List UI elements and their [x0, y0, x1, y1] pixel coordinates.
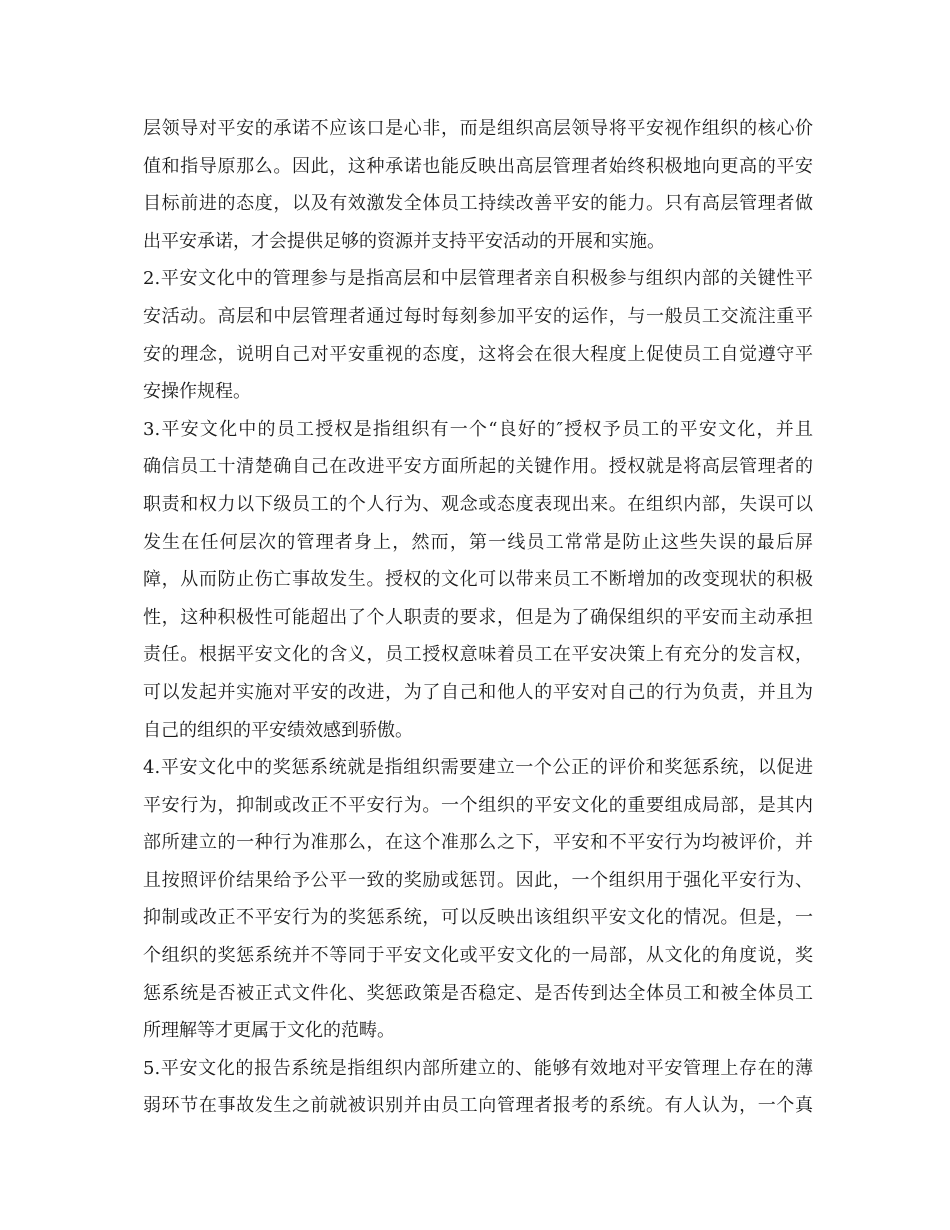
text-line: 惩系统是否被正式文件化、奖惩政策是否稳定、是否传到达全体员工和被全体员工	[143, 982, 813, 1004]
text-line: 责任。根据平安文化的含义，员工授权意味着员工在平安决策上有充分的发言权，	[143, 644, 813, 666]
text-line: 职责和权力以下级员工的个人行为、观念或态度表现出来。在组织内部，失误可以	[143, 493, 813, 515]
text-line: 个组织的奖惩系统并不等同于平安文化或平安文化的一局部，从文化的角度说，奖	[143, 945, 813, 967]
text-line: 抑制或改正不平安行为的奖惩系统，可以反映出该组织平安文化的情况。但是，一	[143, 907, 813, 929]
text-line: 安活动。高层和中层管理者通过每时每刻参加平安的运作，与一般员工交流注重平	[143, 305, 813, 327]
text-line: 3.平安文化中的员工授权是指组织有一个“良好的″授权予员工的平安文化，并且	[143, 418, 813, 440]
text-line: 自己的组织的平安绩效感到骄傲。	[143, 719, 413, 741]
text-line: 弱环节在事故发生之前就被识别并由员工向管理者报考的系统。有人认为，一个真	[143, 1095, 813, 1117]
text-line: 目标前进的态度，以及有效激发全体员工持续改善平安的能力。只有高层管理者做	[143, 193, 813, 215]
document-body	[143, 110, 813, 1125]
text-line: 发生在任何层次的管理者身上，然而，第一线员工常常是防止这些失误的最后屏	[143, 531, 813, 553]
text-line: 可以发起并实施对平安的改进，为了自己和他人的平安对自己的行为负责，并且为	[143, 681, 813, 703]
text-line: 所理解等才更属于文化的范畴。	[143, 1020, 395, 1042]
text-line: 性，这种积极性可能超出了个人职责的要求，但是为了确保组织的平安而主动承担	[143, 606, 813, 628]
text-line: 4.平安文化中的奖惩系统就是指组织需要建立一个公正的评价和奖惩系统，以促进	[143, 757, 813, 779]
text-line: 层领导对平安的承诺不应该口是心非，而是组织高层领导将平安视作组织的核心价	[143, 118, 813, 139]
text-line: 出平安承诺，才会提供足够的资源并支持平安活动的开展和实施。	[143, 230, 665, 252]
text-line: 部所建立的一种行为准那么，在这个准那么之下，平安和不平安行为均被评价，并	[143, 832, 813, 854]
text-line: 2.平安文化中的管理参与是指高层和中层管理者亲自积极参与组织内部的关键性平	[143, 268, 813, 290]
text-line: 障，从而防止伤亡事故发生。授权的文化可以带来员工不断增加的改变现状的积极	[143, 569, 813, 591]
text-line: 且按照评价结果给予公平一致的奖励或惩罚。因此，一个组织用于强化平安行为、	[143, 869, 813, 891]
text-line: 安操作规程。	[143, 381, 251, 403]
text-line: 5.平安文化的报告系统是指组织内部所建立的、能够有效地对平安管理上存在的薄	[143, 1057, 813, 1079]
text-line: 平安行为，抑制或改正不平安行为。一个组织的平安文化的重要组成局部，是其内	[143, 794, 813, 816]
text-line: 值和指导原那么。因此，这种承诺也能反映出高层管理者始终积极地向更高的平安	[143, 155, 813, 177]
text-line: 安的理念，说明自己对平安重视的态度，这将会在很大程度上促使员工自觉遵守平	[143, 343, 813, 365]
text-line: 确信员工十清楚确自己在改进平安方面所起的关键作用。授权就是将高层管理者的	[143, 456, 813, 478]
